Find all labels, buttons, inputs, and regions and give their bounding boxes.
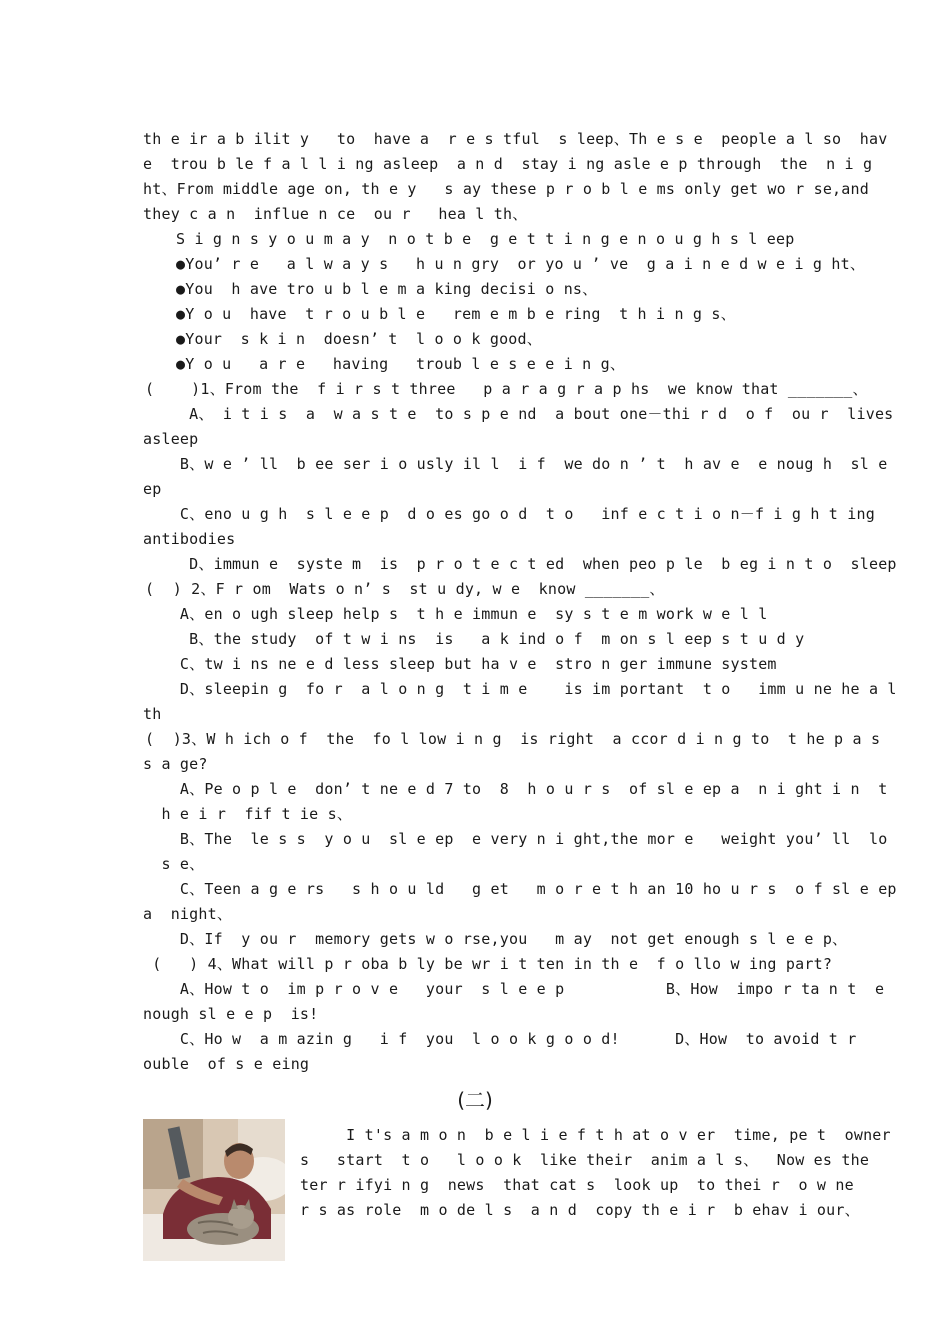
question-option: C、tw i ns ne e d less sleep but ha v e stro n ger immune system [143, 655, 777, 673]
photo-illustration [143, 1119, 285, 1261]
question-option: C、eno u g h s l e e p d o es go o d t o inf e c t i o n－f i g h t ing [143, 505, 875, 523]
question-option: A、How t o im p r o v e your s l e e p B、How impo r ta n t e [143, 980, 885, 998]
question-option: C、Ho w a m azin g i f you l o o k g o o d! D、How to avoid t r [143, 1030, 857, 1048]
question-option-cont: ep [143, 480, 162, 498]
paragraph-line: ht、From middle age on, th e y s ay these p r o b l e ms only get wo r se,and [143, 180, 869, 198]
sign-item: ●Your s k i n doesn’ t l o o k good、 [176, 330, 542, 348]
question-option-cont: h e i r fif t ie s、 [143, 805, 353, 823]
question-option-cont: ouble of s e eing [143, 1055, 310, 1073]
sign-item: ●You’ r e a l w a y s h u n gry or yo u ’ ve g a i n e d w e i g ht、 [176, 255, 866, 273]
question-option: A、Pe o p l e don’ t ne e d 7 to 8 h o u r s of sl e ep a n i ght i n t [143, 780, 888, 798]
paragraph-line: s start t o l o o k like their anim a l s、 Now es the [300, 1151, 870, 1169]
paragraph-line: th e ir a b ilit y to have a r e s tful s leep、Th e s e people a l so hav [143, 130, 888, 148]
paragraph-line: I t's a m o n b e l i e f t h at o v er time, pe t owner [300, 1126, 891, 1144]
question-option: A、en o ugh sleep help s t h e immun e sy s t e m work w e l l [143, 605, 768, 623]
question-stem: ( )1、From the f i r s t three p a r a g r a p hs we know that _______、 [145, 380, 868, 398]
question-option-cont: antibodies [143, 530, 236, 548]
question-stem: ( ) 4、What will p r oba b ly be wr i t ten in th e f o llo w ing part? [143, 955, 833, 973]
sign-item: ●You h ave tro u b l e m a king decisi o ns、 [176, 280, 598, 298]
question-option: B、w e ’ ll b ee ser i o usly il l i f we do n ’ t h av e e noug h sl e [143, 455, 888, 473]
signs-title: S i g n s y o u m a y n o t b e g e t t i n g e n o u g h s l eep [176, 230, 795, 248]
question-stem: ( )3、W h ich o f the fo l low i n g is right a ccor d i n g to t he p a s [145, 730, 881, 748]
sign-item: ●Y o u a r e having troub l e s e e i n g、 [176, 355, 626, 373]
sign-item: ●Y o u have t r o u b l e rem e m b e ring t h i n g s、 [176, 305, 736, 323]
question-option-cont: nough sl e e p is! [143, 1005, 319, 1023]
section-heading: (二) [457, 1088, 493, 1112]
question-option: B、The le s s y o u sl e ep e very n i ght,the mor e weight you’ ll lo [143, 830, 888, 848]
question-option-cont: th [143, 705, 162, 723]
question-option: A、 i t i s a w a s t e to s p e nd a bout one－thi r d o f ou r lives [143, 405, 894, 423]
question-stem: ( ) 2、F r om Wats o n’ s st u dy, w e know _______、 [145, 580, 665, 598]
question-option: C、Teen a g e rs s h o u ld g et m o r e t h an 10 ho u r s o f sl e ep [143, 880, 897, 898]
paragraph-line: they c a n influe n ce ou r hea l th、 [143, 205, 528, 223]
man-with-cat-photo [143, 1119, 285, 1261]
question-option: D、If y ou r memory gets w o rse,you m ay not get enough s l e e p、 [143, 930, 848, 948]
question-stem-cont: s a ge? [143, 755, 208, 773]
question-option-cont: a night、 [143, 905, 233, 923]
paragraph-line: r s as role m o de l s a n d copy th e i r b ehav i our、 [300, 1201, 860, 1219]
paragraph-line: ter r ifyi n g news that cat s look up to thei r o w ne [300, 1176, 854, 1194]
question-option: D、sleepin g fo r a l o n g t i m e is im portant t o imm u ne he a l [143, 680, 897, 698]
question-option-cont: asleep [143, 430, 199, 448]
question-option-cont: s e、 [143, 855, 205, 873]
paragraph-line: e trou b le f a l l i ng asleep a n d stay i ng asle e p through the n i g [143, 155, 873, 173]
question-option: B、the study of t w i ns is a k ind o f m on s l eep s t u d y [143, 630, 805, 648]
question-option: D、immun e syste m is p r o t e c t ed when peo p le b eg i n t o sleep [143, 555, 897, 573]
